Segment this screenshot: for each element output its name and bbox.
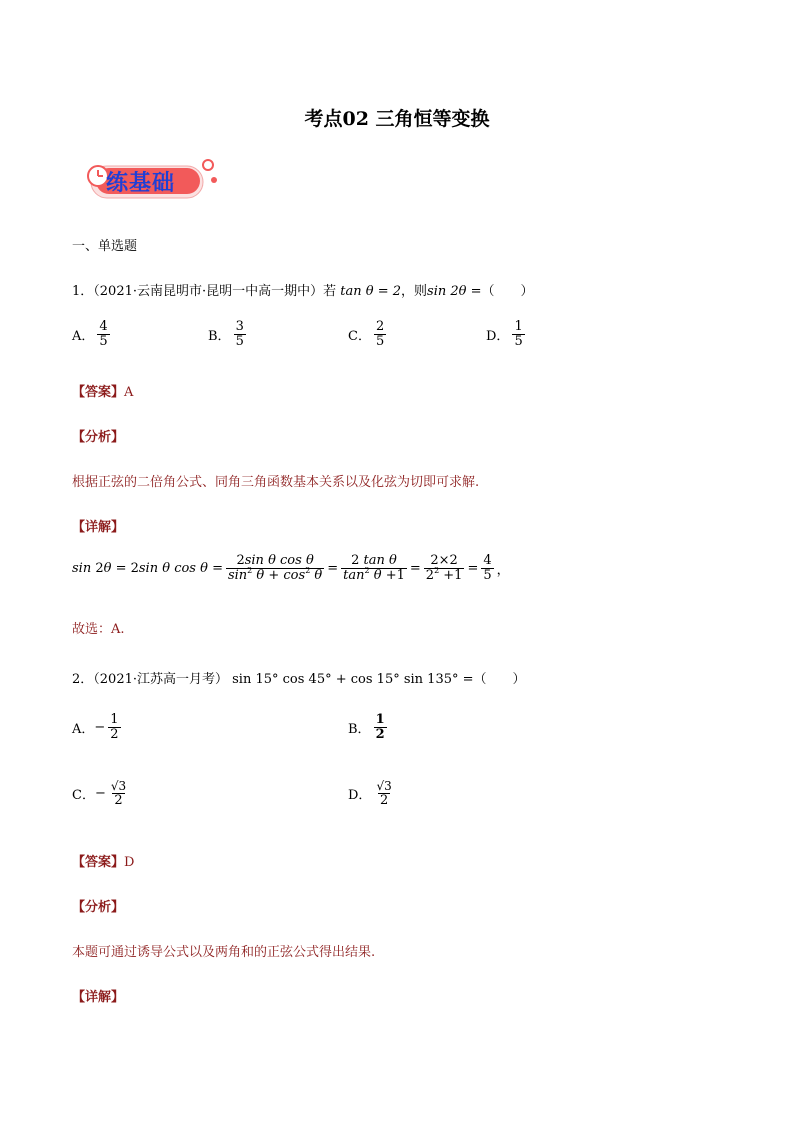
option-letter: C．: [72, 788, 95, 804]
option-c: [72, 780, 131, 807]
question-source: （2021·江苏高一月考）: [93, 672, 228, 687]
option-letter: D．: [486, 328, 510, 344]
numerator: 1: [110, 712, 119, 727]
fraction: [109, 780, 128, 807]
option-sign: −: [94, 719, 106, 735]
analysis-label: 【分析】: [72, 430, 125, 445]
option-a: [72, 320, 113, 348]
fraction: [108, 713, 120, 741]
denominator: 5: [514, 333, 523, 349]
numerator: √3: [376, 779, 392, 793]
denominator: 2: [379, 792, 389, 808]
denominator: 2: [375, 726, 385, 742]
fraction: [374, 320, 386, 348]
denominator: 5: [99, 333, 108, 349]
question-1-stem: [72, 280, 534, 299]
question-number: 1．: [72, 284, 94, 299]
answer-label: 【答案】: [72, 385, 125, 400]
option-letter: B．: [208, 328, 231, 344]
section-label: 一、单选题: [72, 239, 138, 254]
numerator: 4: [99, 319, 108, 334]
stem-text: ，则: [401, 284, 428, 299]
fraction: [234, 320, 246, 348]
answer-paren: （ ）: [473, 672, 526, 687]
option-letter: A．: [72, 328, 95, 344]
denominator: 2: [114, 792, 123, 808]
option-letter: D．: [348, 788, 372, 804]
answer-paren: （ ）: [481, 284, 534, 299]
option-d: [348, 780, 397, 807]
analysis-label: 【分析】: [72, 900, 125, 915]
denominator: 2: [110, 726, 119, 742]
badge-label: 练基础: [106, 171, 176, 196]
option-letter: B．: [348, 721, 371, 737]
analysis-text: 根据正弦的二倍角公式、同角三角函数基本关系以及化弦为切即可求解.: [72, 475, 480, 490]
numerator: 1: [514, 319, 523, 334]
question-number: 2．: [72, 672, 94, 687]
option-b: [348, 713, 390, 741]
conclusion-text: 故选：A.: [72, 622, 125, 637]
option-letter: C．: [348, 328, 371, 344]
numerator: √3: [110, 779, 127, 793]
numerator: 1: [375, 712, 385, 727]
fraction: [512, 320, 524, 348]
option-d: [486, 320, 528, 348]
analysis-text: 本题可通过诱导公式以及两角和的正弦公式得出结果.: [72, 945, 376, 960]
answer-value: A: [124, 385, 134, 400]
section-badge: [84, 158, 220, 204]
question-expr: sin 15° cos 45° + cos 15° sin 135° =: [232, 672, 474, 687]
fraction: [374, 780, 393, 807]
detail-equation: sin 2 θ = 2 sin θ cos θ = $\frac{\text{2sin θ cos θ}}{\sin^2 \theta + \cos^2 \theta}$ = $\frac{\text{2 tan θ}}{\tan^2 \theta +1}$ = $\frac{2\times 2}{2^2 +1}$ = $\frac{4}{5}$ ，: [72, 553, 510, 583]
answer-line: [72, 381, 133, 400]
fraction: [374, 713, 387, 741]
option-sign: −: [94, 786, 106, 802]
numerator: 2: [375, 319, 385, 334]
detail-label: 【详解】: [72, 520, 125, 535]
ask-expr: sin 2θ =: [427, 284, 482, 299]
answer-label: 【答案】: [72, 855, 125, 870]
fraction: [97, 320, 109, 348]
option-a: [72, 713, 124, 741]
option-letter: A．: [72, 721, 95, 737]
denominator: 5: [235, 333, 244, 349]
page-title: 考点02 三角恒等变换: [304, 108, 490, 130]
option-c: [348, 320, 389, 348]
detail-label: 【详解】: [72, 990, 125, 1005]
answer-line: [72, 851, 134, 870]
denominator: 5: [375, 333, 385, 349]
condition-expr: tan θ = 2: [340, 284, 402, 299]
numerator: 3: [235, 319, 244, 334]
stem-text: 若: [323, 284, 337, 299]
question-source: （2021·云南昆明市·昆明一中高一期中）: [93, 284, 324, 299]
question-2-stem: [72, 668, 526, 687]
answer-value: D: [124, 855, 135, 870]
option-b: [208, 320, 249, 348]
